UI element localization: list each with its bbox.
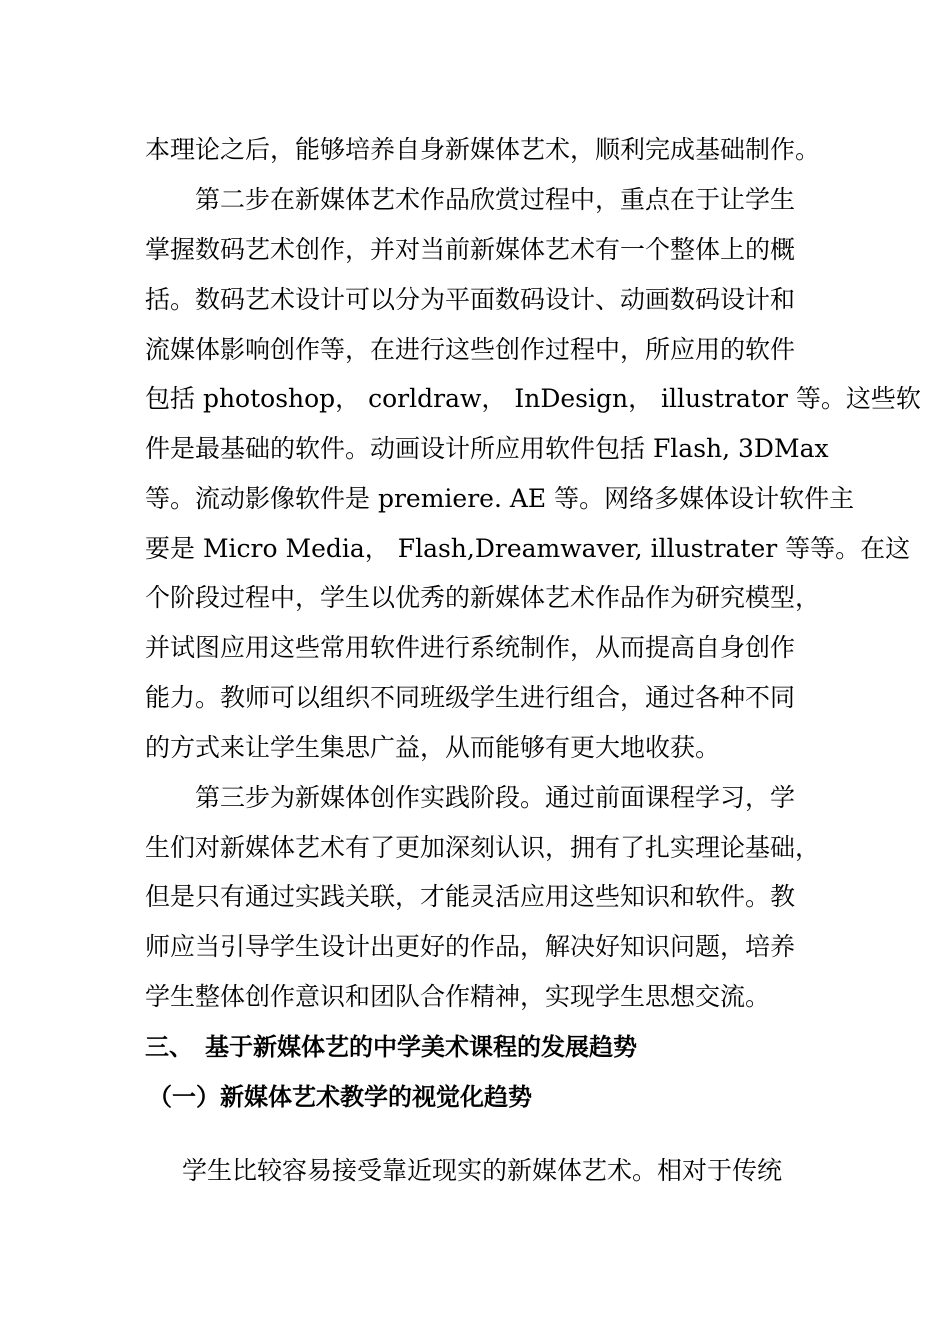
text-line: 能力。教师可以组织不同班级学生进行组合，通过各种不同 [145, 683, 796, 712]
subsection-heading: （一）新媒体艺术教学的视觉化趋势 [148, 1083, 532, 1111]
text-line: 本理论之后，能够培养自身新媒体艺术，顺利完成基础制作。 [145, 135, 821, 164]
text-line: 要是 Micro Media， Flash,Dreamwaver, illustrater 等等。在这 [145, 534, 911, 563]
paragraph-start-line: 第二步在新媒体艺术作品欣赏过程中，重点在于让学生 [195, 185, 796, 214]
text-line: 包括 photoshop， corldraw， InDesign， illustrator 等。这些软 [145, 384, 921, 413]
text-line: 并试图应用这些常用软件进行系统制作，从而提高自身创作 [145, 633, 796, 662]
text-line: 但是只有通过实践关联，才能灵活应用这些知识和软件。教 [145, 882, 796, 911]
text-line: 件是最基础的软件。动画设计所应用软件包括 Flash, 3DMax [145, 434, 829, 463]
text-line: 的方式来让学生集思广益，从而能够有更大地收获。 [145, 733, 721, 762]
text-line: 掌握数码艺术创作，并对当前新媒体艺术有一个整体上的概 [145, 235, 796, 264]
section-heading: 三、 基于新媒体艺的中学美术课程的发展趋势 [145, 1033, 637, 1061]
text-line: 师应当引导学生设计出更好的作品，解决好知识问题，培养 [145, 932, 796, 961]
text-line: 括。数码艺术设计可以分为平面数码设计、动画数码设计和 [145, 285, 796, 314]
text-line: 个阶段过程中，学生以优秀的新媒体艺术作品作为研究模型， [145, 583, 821, 612]
text-line: 流媒体影响创作等，在进行这些创作过程中，所应用的软件 [145, 335, 796, 364]
paragraph-start-line: 学生比较容易接受靠近现实的新媒体艺术。相对于传统 [182, 1156, 783, 1185]
paragraph-start-line: 第三步为新媒体创作实践阶段。通过前面课程学习，学 [195, 783, 796, 812]
text-line: 等。流动影像软件是 premiere. AE 等。网络多媒体设计软件主 [145, 484, 855, 513]
text-line: 生们对新媒体艺术有了更加深刻认识，拥有了扎实理论基础， [145, 833, 821, 862]
text-line: 学生整体创作意识和团队合作精神，实现学生思想交流。 [145, 982, 771, 1011]
